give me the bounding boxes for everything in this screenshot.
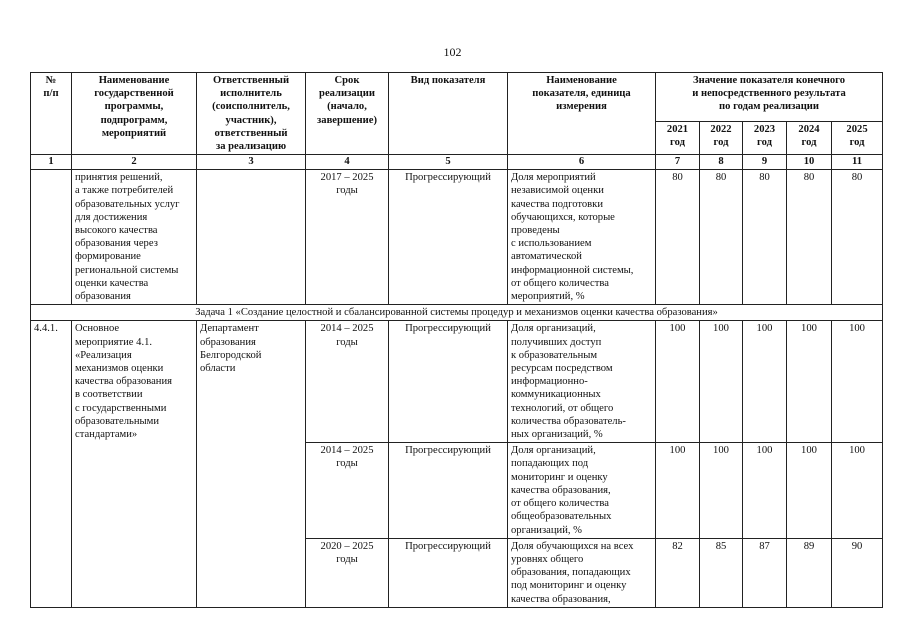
column-number: 4 — [306, 155, 389, 170]
column-number: 2 — [72, 155, 197, 170]
value-cell: 87 — [743, 538, 787, 607]
indicator-name-cell: Доля организаций, попадающих под мониторинг и оценку качества образования, от общего количества общеобразовательных организаций, % — [508, 443, 656, 538]
header-period: Срок реализации (начало, завершение) — [306, 73, 389, 155]
value-cell: 80 — [787, 170, 832, 305]
indicator-name-cell: Доля организаций, получивших доступ к образовательным ресурсам посредством информационно- коммуникационных технологий, от общего количества образователь- ных организаций, % — [508, 321, 656, 443]
indicator-name-cell: Доля мероприятий независимой оценки качества подготовки обучающихся, которые проведены с использованием автоматической информационной системы, от общего количества мероприятий, % — [508, 170, 656, 305]
table-row — [31, 321, 883, 443]
period-cell: 2014 – 2025 годы — [306, 443, 389, 538]
row-number — [31, 170, 72, 305]
value-cell: 85 — [700, 538, 743, 607]
header-indicator-type: Вид показателя — [389, 73, 508, 155]
value-cell: 100 — [787, 321, 832, 443]
period-cell: 2017 – 2025 годы — [306, 170, 389, 305]
column-number: 6 — [508, 155, 656, 170]
program-table — [30, 72, 883, 608]
indicator-type-cell: Прогрессирующий — [389, 170, 508, 305]
header-year: 2021 год — [656, 121, 700, 155]
value-cell: 100 — [743, 443, 787, 538]
period-cell: 2020 – 2025 годы — [306, 538, 389, 607]
value-cell: 100 — [700, 443, 743, 538]
program-name-cell: Основное мероприятие 4.1. «Реализация механизмов оценки качества образования в соответствии с государственными образовательными стандартами» — [72, 321, 197, 607]
period-cell: 2014 – 2025 годы — [306, 321, 389, 443]
header-executor: Ответственный исполнитель (соисполнитель, участник), ответственный за реализацию — [197, 73, 306, 155]
value-cell: 100 — [832, 443, 883, 538]
header-year: 2023 год — [743, 121, 787, 155]
value-cell: 100 — [787, 443, 832, 538]
executor-cell: Департамент образования Белгородской области — [197, 321, 306, 607]
value-cell: 80 — [700, 170, 743, 305]
value-cell: 100 — [832, 321, 883, 443]
value-cell: 100 — [656, 443, 700, 538]
header-row — [31, 73, 883, 122]
page-number: 102 — [443, 45, 462, 59]
value-cell: 100 — [656, 321, 700, 443]
indicator-type-cell: Прогрессирующий — [389, 443, 508, 538]
value-cell: 90 — [832, 538, 883, 607]
column-number: 8 — [700, 155, 743, 170]
task-row — [31, 305, 883, 321]
header-number: № п/п — [31, 73, 72, 155]
value-cell: 80 — [656, 170, 700, 305]
value-cell: 80 — [832, 170, 883, 305]
task-title: Задача 1 «Создание целостной и сбалансированной системы процедур и механизмов оценки качества образования» — [31, 305, 883, 321]
value-cell: 89 — [787, 538, 832, 607]
table-row — [31, 170, 883, 305]
column-number: 10 — [787, 155, 832, 170]
value-cell: 100 — [700, 321, 743, 443]
column-number: 7 — [656, 155, 700, 170]
executor-cell — [197, 170, 306, 305]
indicator-name-cell: Доля обучающихся на всех уровнях общего образования, попадающих под мониторинг и оценку качества образования, — [508, 538, 656, 607]
header-values-group: Значение показателя конечного и непосредственного результата по годам реализации — [656, 73, 883, 122]
column-number: 5 — [389, 155, 508, 170]
column-number-row — [31, 155, 883, 170]
value-cell: 80 — [743, 170, 787, 305]
value-cell: 82 — [656, 538, 700, 607]
column-number: 11 — [832, 155, 883, 170]
column-number: 9 — [743, 155, 787, 170]
header-program-name: Наименование государственной программы, подпрограмм, мероприятий — [72, 73, 197, 155]
header-year: 2022 год — [700, 121, 743, 155]
row-number: 4.4.1. — [31, 321, 72, 607]
value-cell: 100 — [743, 321, 787, 443]
header-indicator-name: Наименование показателя, единица измерения — [508, 73, 656, 155]
indicator-type-cell: Прогрессирующий — [389, 321, 508, 443]
indicator-type-cell: Прогрессирующий — [389, 538, 508, 607]
header-year: 2024 год — [787, 121, 832, 155]
column-number: 3 — [197, 155, 306, 170]
program-name-cell: принятия решений, а также потребителей образовательных услуг для достижения высокого качества образования через формирование региональной системы оценки качества образования — [72, 170, 197, 305]
column-number: 1 — [31, 155, 72, 170]
header-year: 2025 год — [832, 121, 883, 155]
